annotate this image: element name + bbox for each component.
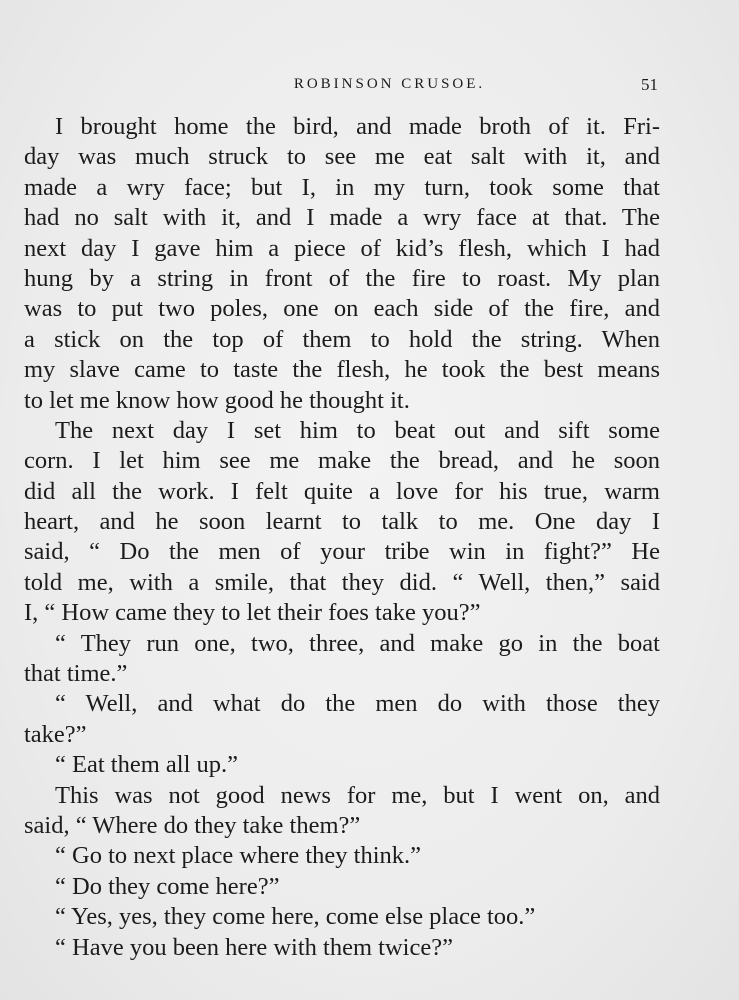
text-line: This was not good news for me, but I went on, and: [55, 781, 660, 809]
text-line: “ Eat them all up.”: [55, 751, 238, 779]
text-line: did all the work. I felt quite a love for his true, warm: [24, 477, 660, 505]
text-line: to let me know how good he thought it.: [24, 386, 410, 414]
text-line: I, “ How came they to let their foes take you?”: [24, 599, 481, 627]
text-line: heart, and he soon learnt to talk to me. One day I: [24, 508, 660, 536]
text-line: “ Yes, yes, they come here, come else place too.”: [55, 903, 536, 931]
text-line: I brought home the bird, and made broth of it. Fri-: [55, 113, 660, 140]
text-line: take?”: [24, 720, 87, 748]
text-line: a stick on the top of them to hold the string. When: [24, 325, 660, 353]
text-line: corn. I let him see me make the bread, and he soon: [24, 447, 660, 475]
text-line: was to put two poles, one on each side of the fire, and: [24, 295, 660, 323]
running-title: ROBINSON CRUSOE.: [293, 76, 486, 92]
text-line: my slave came to taste the flesh, he took the best means: [24, 356, 660, 384]
running-head: [0, 74, 739, 98]
text-line: “ Well, and what do the men do with those they: [55, 690, 660, 718]
text-line: “ Do they come here?”: [55, 872, 280, 900]
text-line: hung by a string in front of the fire to roast. My plan: [24, 264, 660, 292]
text-line: that time.”: [24, 660, 128, 688]
text-line: “ Have you been here with them twice?”: [55, 933, 453, 961]
text-line: said, “ Where do they take them?”: [24, 811, 361, 839]
page-number: 51: [641, 75, 658, 94]
text-line: had no salt with it, and I made a wry face at that. The: [24, 204, 660, 232]
text-line: day was much struck to see me eat salt with it, and: [24, 143, 660, 171]
text-line: next day I gave him a piece of kid’s flesh, which I had: [24, 234, 660, 262]
text-line: “ They run one, two, three, and make go in the boat: [55, 629, 660, 657]
text-line: told me, with a smile, that they did. “ Well, then,” said: [24, 568, 660, 596]
text-line: “ Go to next place where they think.”: [55, 842, 422, 870]
body-text: [24, 112, 660, 963]
text-line: The next day I set him to beat out and sift some: [55, 416, 660, 444]
text-line: made a wry face; but I, in my turn, took some that: [24, 173, 660, 201]
text-line: said, “ Do the men of your tribe win in fight?” He: [24, 538, 660, 566]
